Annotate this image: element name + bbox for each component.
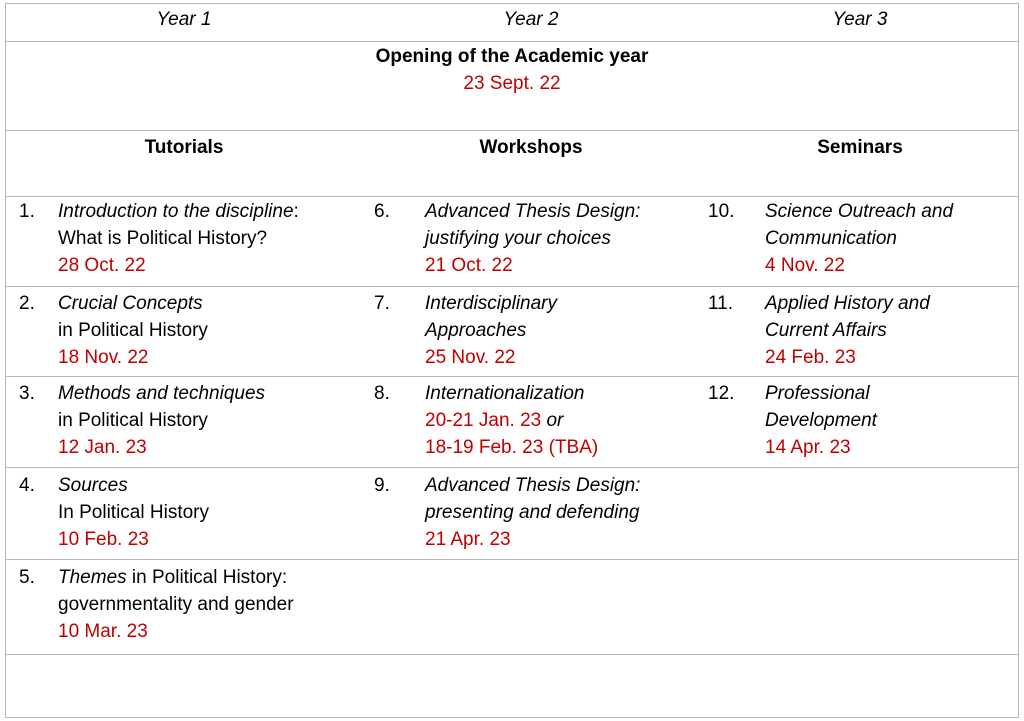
tutorial-item — [58, 290, 208, 371]
seminar-item — [765, 380, 877, 461]
seminar-number: 11. — [708, 293, 734, 314]
tutorial-date: 12 Jan. 23 — [58, 437, 147, 458]
seminar-item — [765, 290, 930, 371]
tutorial-date: 10 Feb. 23 — [58, 529, 149, 550]
workshop-subtitle: Approaches — [425, 320, 527, 341]
tutorial-item — [58, 564, 294, 645]
tutorial-subtitle: in Political History — [58, 320, 208, 341]
tutorial-title: Methods and techniques — [58, 383, 266, 404]
seminars-heading: Seminars — [817, 137, 903, 158]
seminar-title: Applied History and — [765, 293, 930, 314]
tutorial-date: 10 Mar. 23 — [58, 621, 148, 642]
tutorial-subtitle: In Political History — [58, 502, 209, 523]
workshop-item — [425, 380, 598, 461]
tutorial-title-rest: : — [293, 201, 299, 222]
year-2-header: Year 2 — [503, 9, 559, 30]
seminar-item — [765, 198, 953, 279]
year-3-header: Year 3 — [832, 9, 888, 30]
workshop-date-or: or — [541, 410, 564, 431]
tutorial-subtitle: in Political History — [58, 410, 208, 431]
seminar-title: Science Outreach and — [765, 201, 954, 222]
tutorials-heading: Tutorials — [144, 137, 224, 158]
workshop-title: Advanced Thesis Design: — [425, 201, 641, 222]
tutorial-title: Crucial Concepts — [58, 293, 203, 314]
seminar-number: 10. — [708, 201, 735, 222]
workshop-title: Advanced Thesis Design: — [425, 475, 641, 496]
workshop-subtitle: justifying your choices — [425, 228, 611, 249]
tutorial-date: 18 Nov. 22 — [58, 347, 149, 368]
opening-date: 23 Sept. 22 — [463, 73, 561, 94]
tutorial-subtitle: governmentality and gender — [58, 594, 294, 615]
workshop-number: 8. — [374, 383, 390, 404]
row-divider — [5, 467, 1019, 468]
tutorial-number: 5. — [19, 567, 35, 588]
row-divider — [5, 286, 1019, 287]
opening-title: Opening of the Academic year — [375, 46, 649, 67]
seminar-subtitle: Development — [765, 410, 877, 431]
workshop-date: 20-21 Jan. 23 — [425, 410, 542, 431]
year-1-header: Year 1 — [156, 9, 212, 30]
tutorial-title: Introduction to the discipline — [58, 201, 294, 222]
tutorial-title: Themes — [58, 567, 127, 588]
workshop-subtitle: presenting and defending — [425, 502, 640, 523]
workshop-item — [425, 198, 640, 279]
seminar-subtitle: Current Affairs — [765, 320, 887, 341]
tutorial-title: Sources — [58, 475, 128, 496]
row-divider — [5, 196, 1019, 197]
tutorial-item — [58, 198, 299, 279]
tutorial-number: 1. — [19, 201, 35, 222]
workshop-title: Interdisciplinary — [425, 293, 557, 314]
seminar-title: Professional — [765, 383, 870, 404]
seminar-subtitle: Communication — [765, 228, 897, 249]
tutorial-subtitle: What is Political History? — [58, 228, 268, 249]
tutorial-item — [58, 380, 265, 461]
workshop-item — [425, 472, 640, 553]
workshop-title: Internationalization — [425, 383, 585, 404]
row-divider — [5, 130, 1019, 131]
row-divider — [5, 41, 1019, 42]
tutorial-item — [58, 472, 209, 553]
row-divider — [5, 376, 1019, 377]
workshop-date: 21 Oct. 22 — [425, 255, 513, 276]
tutorial-number: 2. — [19, 293, 35, 314]
workshop-date: 21 Apr. 23 — [425, 529, 511, 550]
tutorial-title-rest: in Political History: — [126, 567, 288, 588]
workshop-date: 18-19 Feb. 23 (TBA) — [425, 437, 599, 458]
workshop-number: 7. — [374, 293, 390, 314]
seminar-date: 4 Nov. 22 — [765, 255, 845, 276]
row-divider — [5, 654, 1019, 655]
seminar-number: 12. — [708, 383, 735, 404]
tutorial-date: 28 Oct. 22 — [58, 255, 146, 276]
row-divider — [5, 559, 1019, 560]
workshop-item — [425, 290, 557, 371]
workshop-number: 9. — [374, 475, 390, 496]
tutorial-number: 3. — [19, 383, 35, 404]
seminar-date: 24 Feb. 23 — [765, 347, 856, 368]
tutorial-number: 4. — [19, 475, 35, 496]
seminar-date: 14 Apr. 23 — [765, 437, 851, 458]
workshop-date: 25 Nov. 22 — [425, 347, 516, 368]
workshop-number: 6. — [374, 201, 390, 222]
workshops-heading: Workshops — [479, 137, 583, 158]
